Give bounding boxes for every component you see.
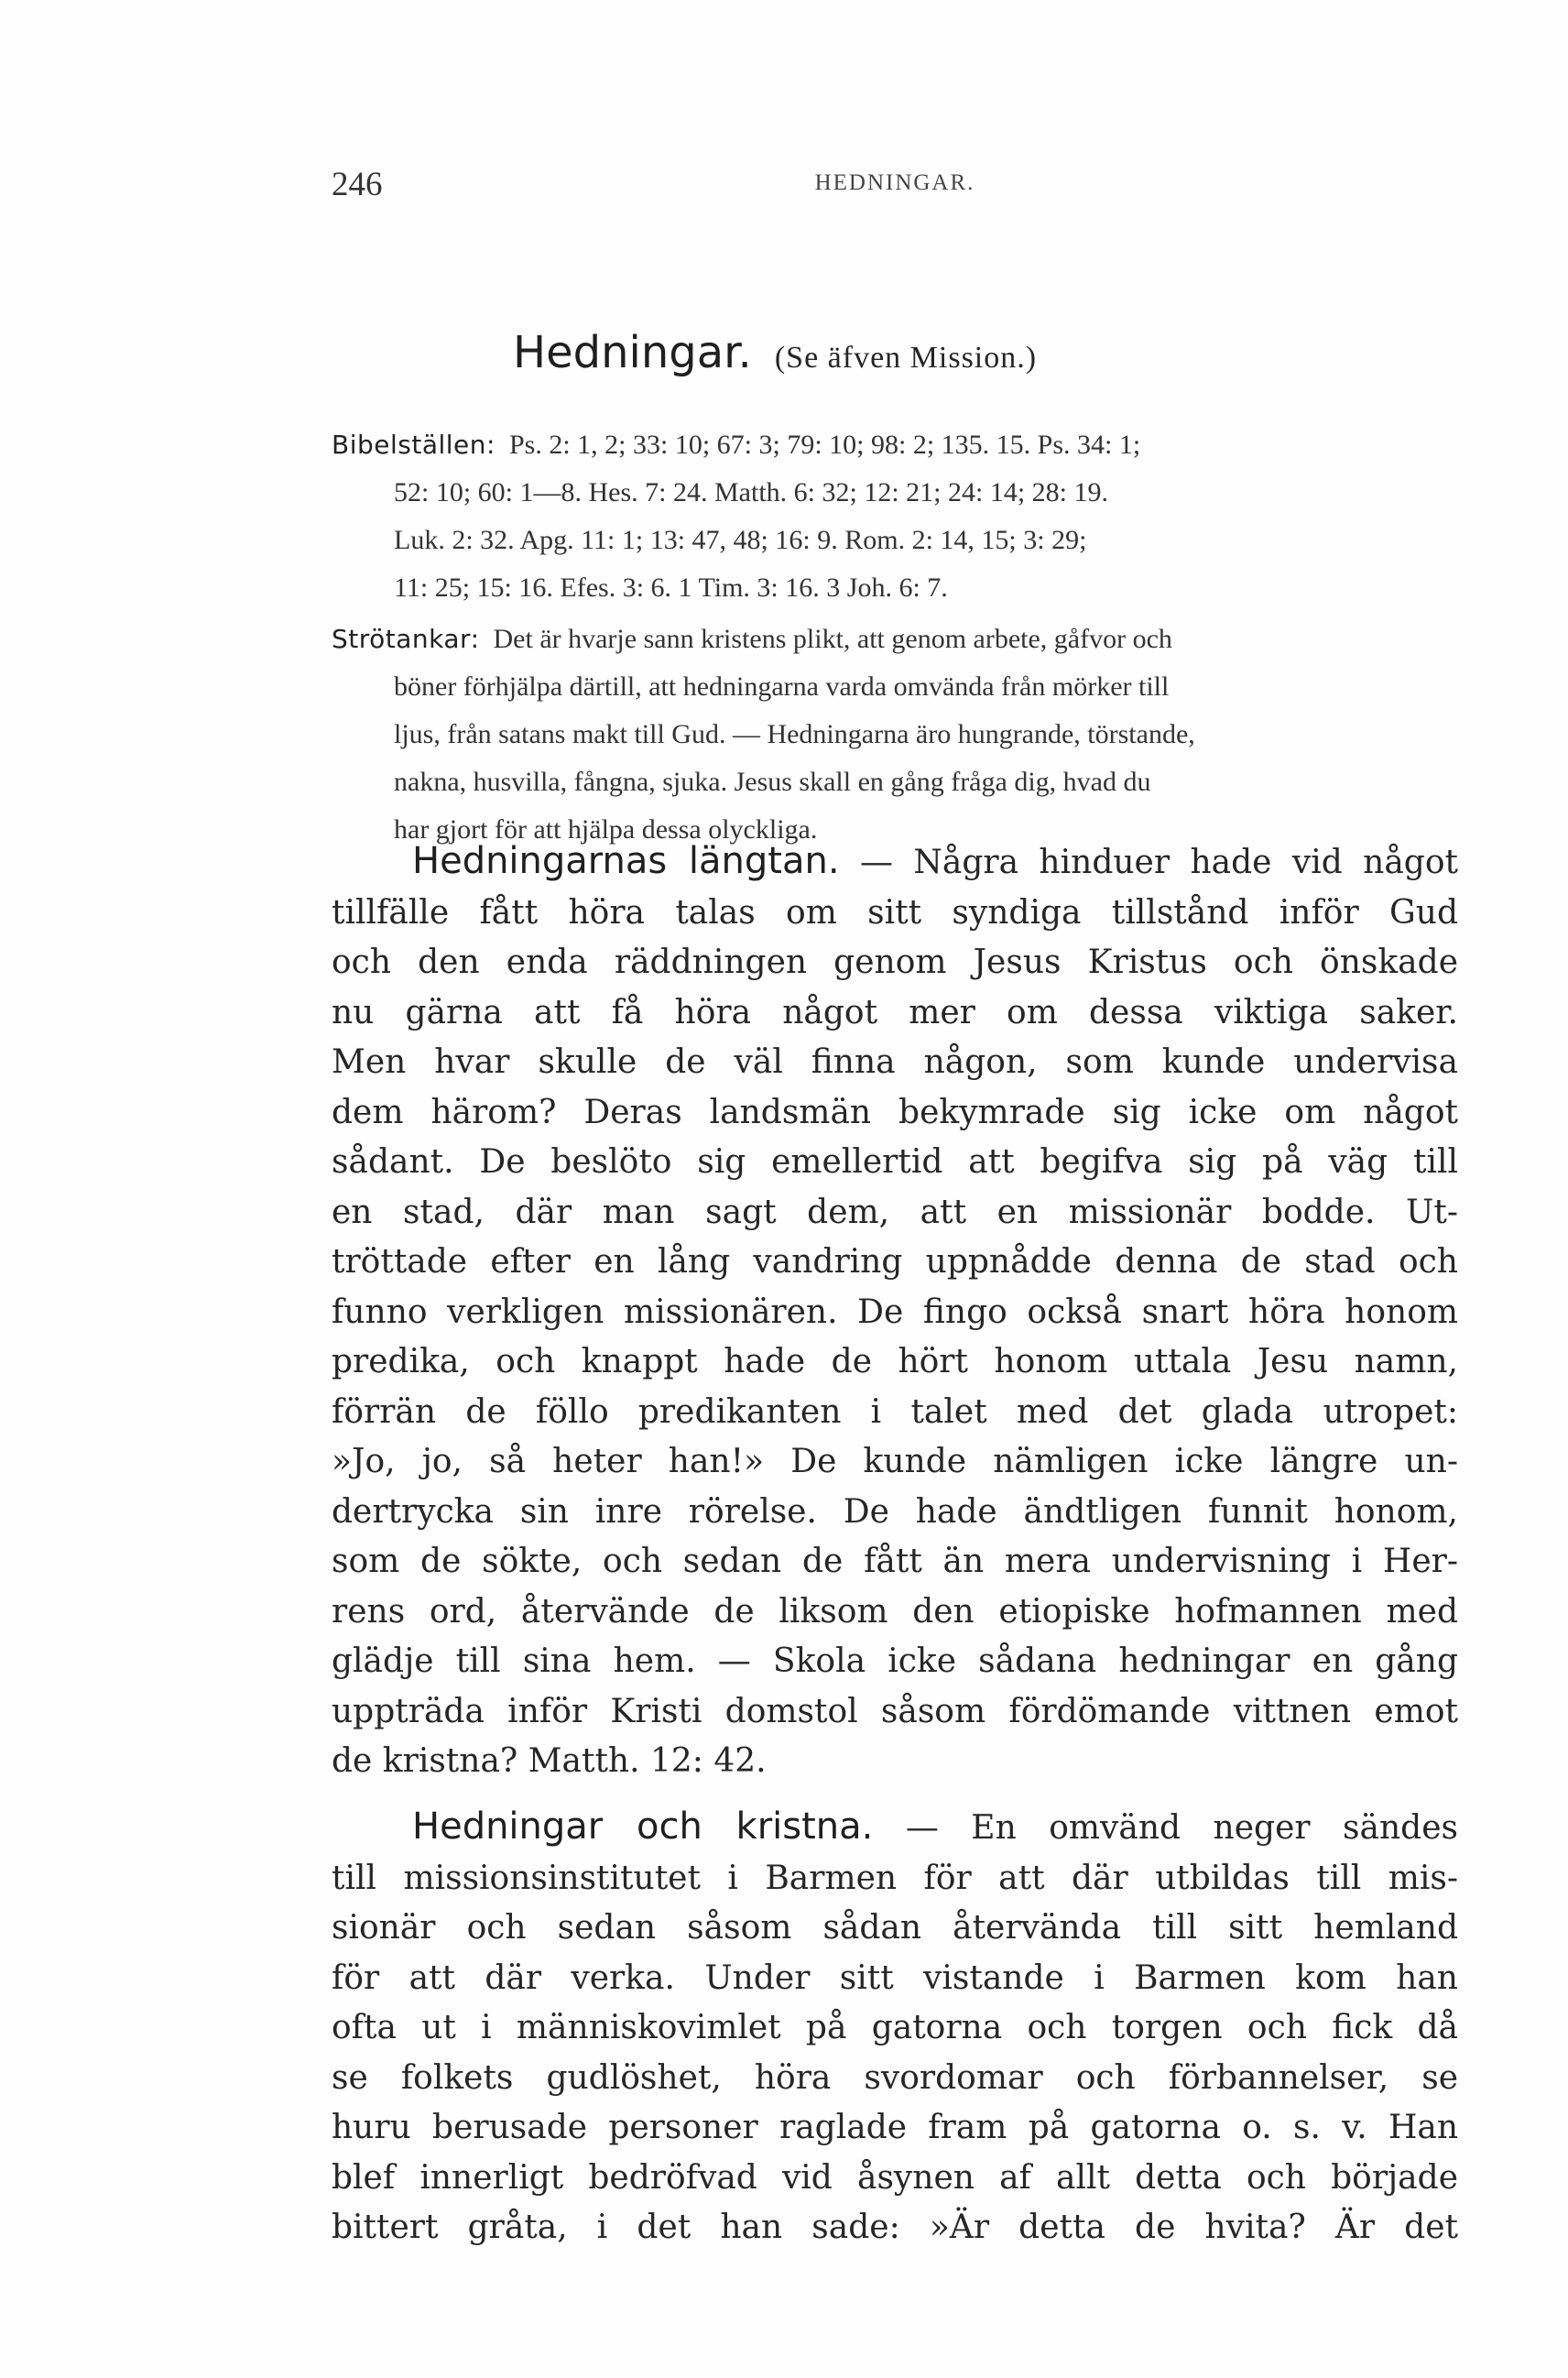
article-line: och den enda räddningen genom Jesus Kristus och önskade — [332, 944, 1458, 981]
bibelstallen-label: Bibelställen: — [332, 430, 495, 460]
scripture-line: Ps. 2: 1, 2; 33: 10; 67: 3; 79: 10; 98: 2; 135. 15. Ps. 34: 1; — [508, 430, 1141, 460]
article-line: för att där verka. Under sitt vistande i Barmen kom han — [332, 1958, 1458, 1997]
article-line: predika, och knappt hade de hört honom uttala Jesu namn, — [332, 1343, 1458, 1380]
article-line: tröttade efter en lång vandring uppnådde denna de stad och — [332, 1243, 1458, 1281]
section-heading — [513, 327, 1037, 378]
article-line: nu gärna att få höra något mer om dessa viktiga saker. — [332, 993, 1458, 1031]
article-title: Hedningarnas längtan. — [412, 840, 840, 882]
strotankar-line: Det är hvarje sann kristens plikt, att genom arbete, gåfvor och — [493, 624, 1172, 654]
section-cross-reference: (Se äfven Mission.) — [774, 341, 1038, 375]
article-line: en stad, där man sagt dem, att en missionär bodde. Ut- — [332, 1193, 1458, 1231]
strotankar-block — [332, 616, 1458, 854]
article-hedningarnas-langtan — [332, 836, 1458, 1787]
article-line: glädje till sina hem. — Skola icke sådana hedningar en gång — [332, 1642, 1458, 1680]
article-hedningar-och-kristna — [332, 1802, 1458, 2253]
running-head — [332, 165, 1458, 220]
article-line: dem härom? Deras landsmän bekymrade sig icke om något — [332, 1093, 1458, 1131]
article-line: se folkets gudlöshet, höra svordomar och förbannelser, se — [332, 2058, 1458, 2097]
article-line: uppträda inför Kristi domstol såsom fördömande vittnen emot — [332, 1692, 1458, 1730]
article-first-line — [332, 1802, 1458, 1854]
strotankar-body — [332, 663, 1458, 854]
article-line: dertrycka sin inre rörelse. De hade ändtligen funnit honom, — [332, 1492, 1458, 1531]
article-line: Men hvar skulle de väl finna någon, som kunde undervisa — [332, 1043, 1458, 1081]
article-line: som de sökte, och sedan de fått än mera undervisning i Her- — [332, 1543, 1458, 1580]
strotankar-line: böner förhjälpa därtill, att hedningarna varda omvända från mörker till — [394, 671, 1170, 702]
article-line: funno verkligen missionären. De fingo också snart höra honom — [332, 1293, 1458, 1331]
article-title: Hedningar och kristna. — [412, 1805, 874, 1848]
article-line: rens ord, återvände de liksom den etiopiske hofmannen med — [332, 1592, 1458, 1631]
article-line: sionär och sedan såsom sådan återvända till sitt hemland — [332, 1909, 1458, 1947]
article-line: tillfälle fått höra talas om sitt syndiga tillstånd inför Gud — [332, 893, 1458, 932]
bibelstallen-block — [332, 421, 1458, 612]
strotankar-label: Strötankar: — [332, 624, 480, 654]
bibelstallen-first-line — [332, 421, 1458, 469]
article-line: förrän de föllo predikanten i talet med det glada utropet: — [332, 1392, 1458, 1431]
section-title: Hedningar. — [513, 327, 752, 378]
strotankar-line: ljus, från satans makt till Gud. — Hedningarna äro hungrande, törstande, — [394, 719, 1195, 749]
article-line: »Jo, jo, så heter han!» De kunde nämligen icke längre un- — [332, 1443, 1458, 1480]
article-line: blef innerligt bedröfvad vid åsynen af allt detta och började — [332, 2158, 1458, 2197]
article-first-line — [332, 836, 1458, 889]
scripture-line: 52: 10; 60: 1—8. Hes. 7: 24. Matth. 6: 32; 12: 21; 24: 14; 28: 19. — [394, 477, 1108, 507]
strotankar-first-line — [332, 616, 1458, 663]
bibelstallen-body — [332, 469, 1458, 612]
article-line: sådant. De beslöto sig emellertid att begifva sig på väg till — [332, 1143, 1458, 1181]
scripture-line: Luk. 2: 32. Apg. 11: 1; 13: 47, 48; 16: 9. Rom. 2: 14, 15; 3: 29; — [394, 525, 1087, 555]
article-line: huru berusade personer raglade fram på gatorna o. s. v. Han — [332, 2109, 1458, 2146]
strotankar-line: har gjort för att hjälpa dessa olyckliga. — [394, 814, 818, 845]
article-line: — En omvänd neger sändes — [905, 1809, 1458, 1847]
article-line: till missionsinstitutet i Barmen för att där utbildas till mis- — [332, 1859, 1458, 1897]
page-number: 246 — [332, 166, 383, 203]
article-line: bittert gråta, i det han sade: »Är detta de hvita? Är det — [332, 2209, 1458, 2246]
article-line: — Några hinduer hade vid något — [859, 844, 1458, 881]
article-line: ofta ut i människovimlet på gatorna och torgen och fick då — [332, 2009, 1458, 2046]
scripture-line: 11: 25; 15: 16. Efes. 3: 6. 1 Tim. 3: 16. 3 Joh. 6: 7. — [394, 573, 948, 603]
running-title: HEDNINGAR. — [814, 170, 975, 195]
article-line: de kristna? Matth. 12: 42. — [332, 1742, 767, 1780]
strotankar-line: nakna, husvilla, fångna, sjuka. Jesus skall en gång fråga dig, hvad du — [394, 767, 1151, 797]
